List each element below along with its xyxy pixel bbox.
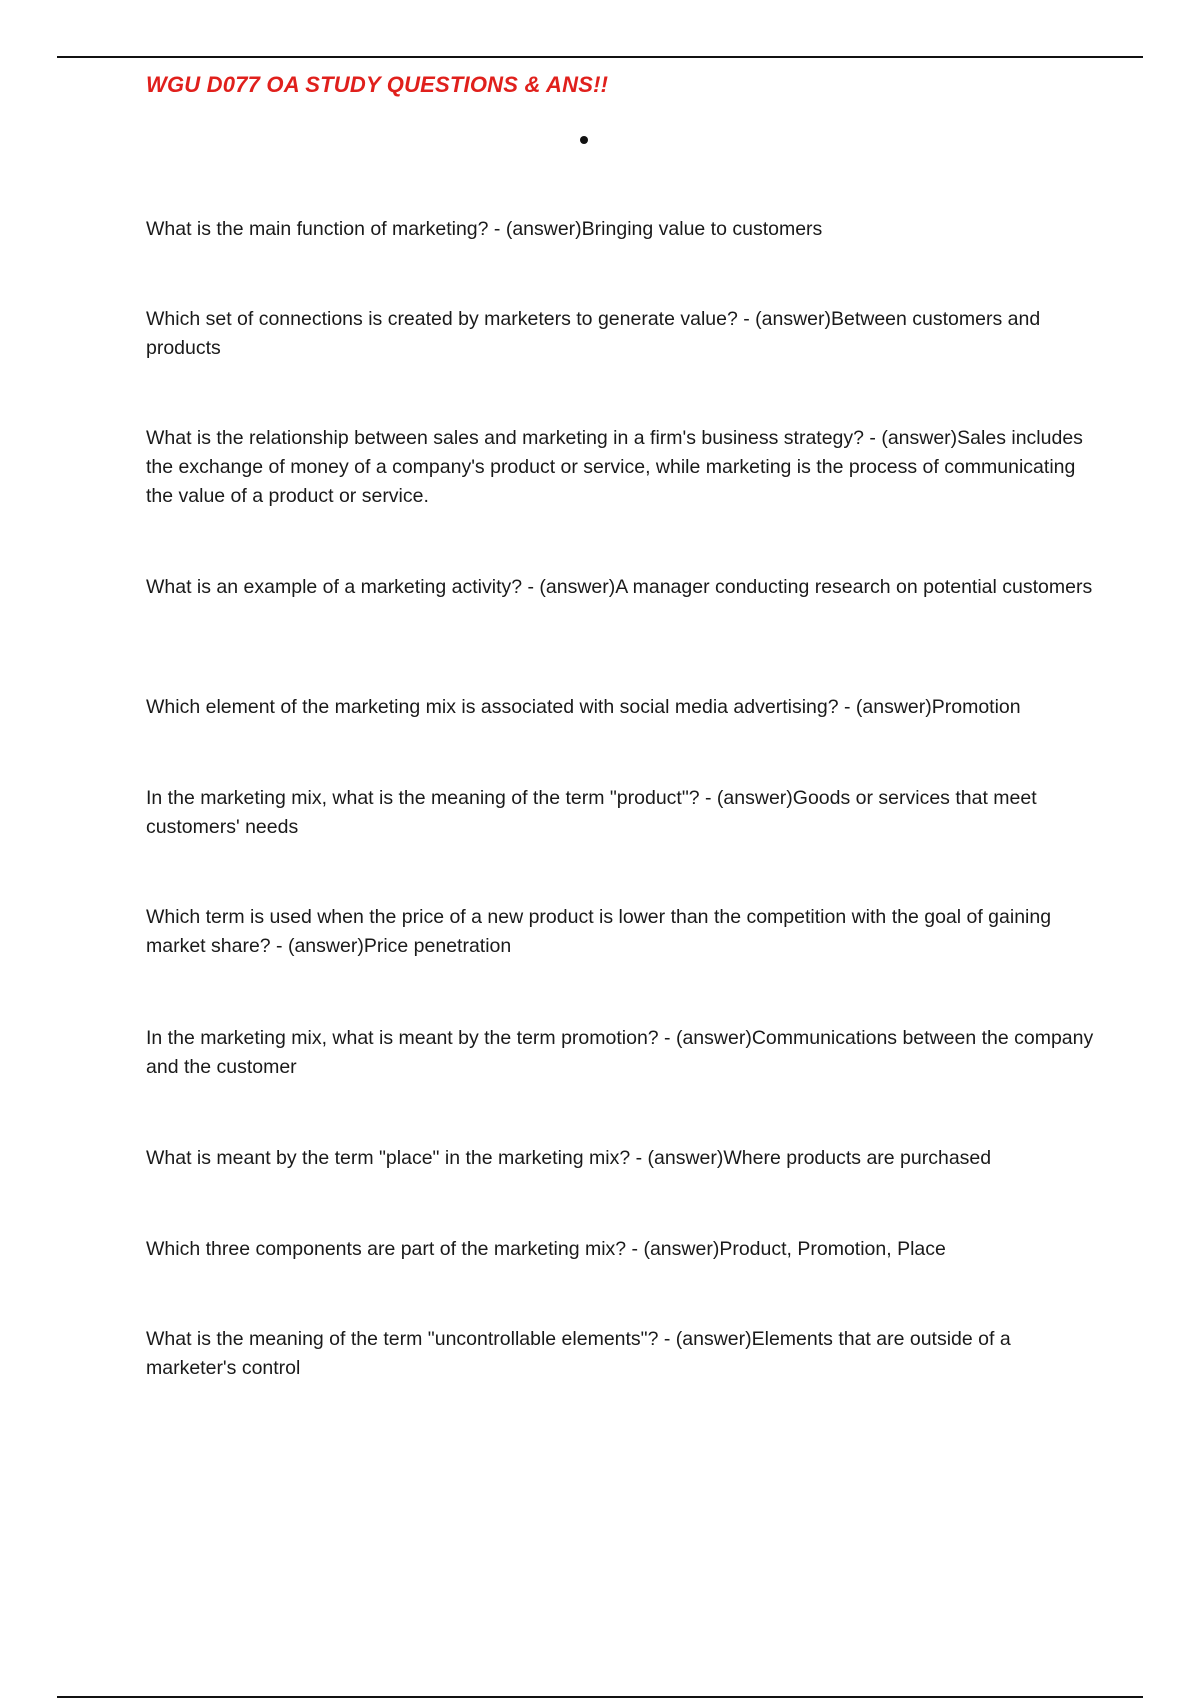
qa-item: What is meant by the term "place" in the marketing mix? - (answer)Where products are purchased (146, 1147, 992, 1169)
qa-item: In the marketing mix, what is meant by the term promotion? - (answer)Communications between the company and the customer (146, 1027, 1094, 1078)
qa-item: What is an example of a marketing activity? - (answer)A manager conducting research on potential customers (146, 576, 1093, 598)
document-title: WGU D077 OA STUDY QUESTIONS & ANS!! (146, 72, 609, 97)
top-divider (57, 56, 1143, 58)
qa-item: Which element of the marketing mix is associated with social media advertising? - (answer)Promotion (146, 696, 1021, 718)
qa-item: Which three components are part of the marketing mix? - (answer)Product, Promotion, Place (146, 1238, 946, 1260)
qa-item: What is the main function of marketing? - (answer)Bringing value to customers (146, 218, 823, 240)
qa-item: What is the relationship between sales and marketing in a firm's business strategy? - (answer)Sales includes the exchange of money of a company's product or service, while marketing is the process of communicating the value of a product or service. (146, 427, 1083, 507)
bullet-dot (580, 136, 588, 144)
qa-item: What is the meaning of the term "uncontrollable elements"? - (answer)Elements that are outside of a marketer's control (146, 1328, 1011, 1379)
bottom-divider (57, 1696, 1143, 1698)
qa-item: Which set of connections is created by marketers to generate value? - (answer)Between customers and products (146, 308, 1041, 359)
qa-item: Which term is used when the price of a new product is lower than the competition with the goal of gaining market share? - (answer)Price penetration (146, 906, 1052, 957)
qa-item: In the marketing mix, what is the meaning of the term "product"? - (answer)Goods or services that meet customers' needs (146, 787, 1037, 838)
